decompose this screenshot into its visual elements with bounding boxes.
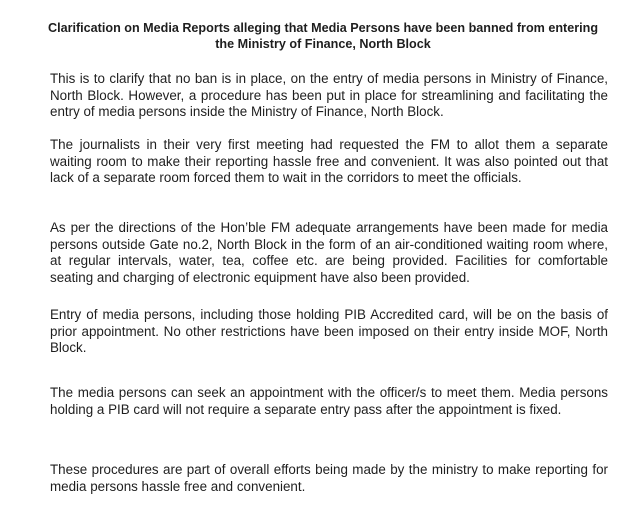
paragraph-overall-efforts: These procedures are part of overall efforts being made by the ministry to make reporting for media persons hassle free and convenient. [50,462,608,494]
paragraph-seek-appointment: The media persons can seek an appointment with the officer/s to meet them. Media persons holding a PIB card will not require a separate entry pass after the appointment is fixed. [50,385,608,417]
document-title: Clarification on Media Reports alleging that Media Persons have been banned from entering the Ministry of Finance, North Block [47,21,599,51]
paragraph-no-ban: This is to clarify that no ban is in place, on the entry of media persons in Ministry of Finance, North Block. However, a procedure has been put in place for streamlining and facilitating the entry of media persons inside the Ministry of Finance, North Block. [50,71,608,119]
paragraph-arrangements: As per the directions of the Hon’ble FM adequate arrangements have been made for media persons outside Gate no.2, North Block in the form of an air-conditioned waiting room where, at regular intervals, water, tea, coffee etc. are being provided. Facilities for comfortable seating and charging of electronic equipment have also been provided. [50,220,608,285]
paragraph-waiting-room-request: The journalists in their very first meeting had requested the FM to allot them a separate waiting room to make their reporting hassle free and convenient. It was also pointed out that lack of a separate room forced them to wait in the corridors to meet the officials. [50,137,608,185]
paragraph-entry-appointment: Entry of media persons, including those holding PIB Accredited card, will be on the basis of prior appointment. No other restrictions have been imposed on their entry inside MOF, North Block. [50,307,608,355]
